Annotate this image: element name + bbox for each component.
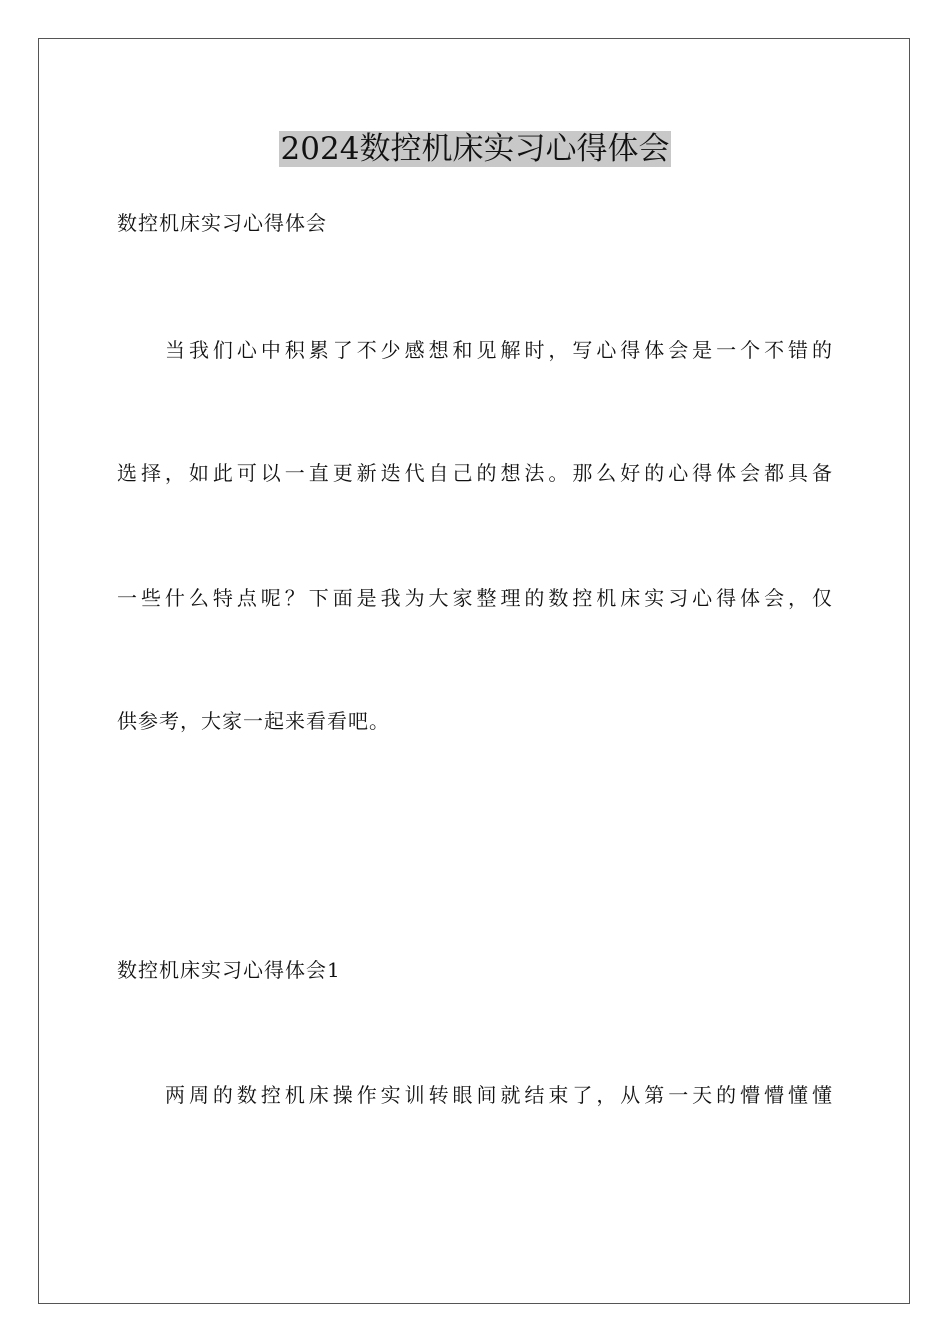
document-title xyxy=(0,127,950,171)
intro-line-2: 选择，如此可以一直更新迭代自己的想法。那么好的心得体会都具备 xyxy=(117,461,833,485)
intro-line-4: 供参考，大家一起来看看吧。 xyxy=(117,709,390,733)
intro-line-3: 一些什么特点呢？下面是我为大家整理的数控机床实习心得体会，仅 xyxy=(117,586,833,610)
section1-line-1: 两周的数控机床操作实训转眼间就结束了，从第一天的懵懵懂懂 xyxy=(165,1083,833,1107)
document-subtitle: 数控机床实习心得体会 xyxy=(117,211,327,235)
document-title-text: 2024数控机床实习心得体会 xyxy=(280,131,670,167)
section1-heading: 数控机床实习心得体会1 xyxy=(117,958,341,982)
intro-line-1: 当我们心中积累了不少感想和见解时，写心得体会是一个不错的 xyxy=(165,338,833,362)
